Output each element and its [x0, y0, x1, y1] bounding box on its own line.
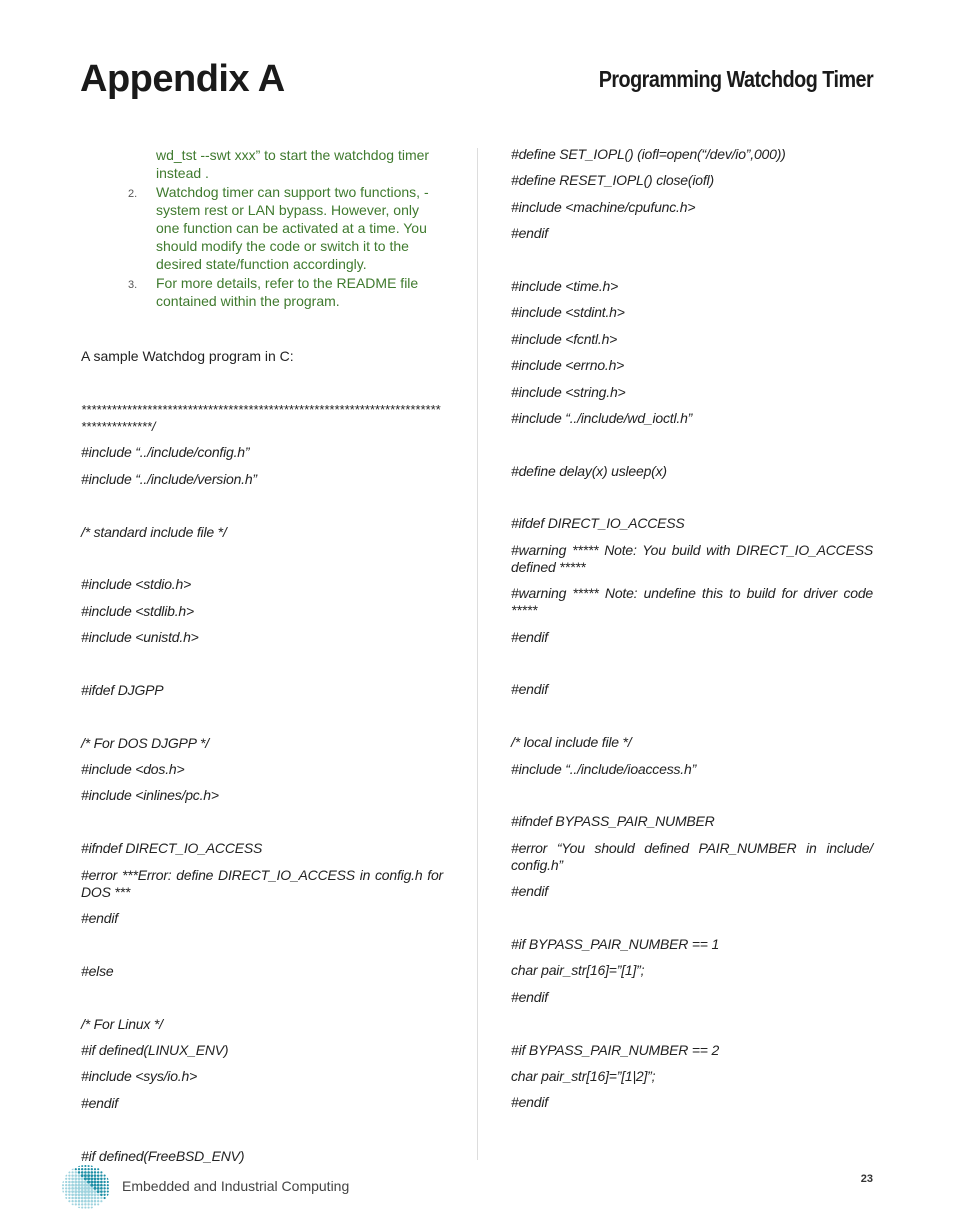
logo-dot [100, 1194, 103, 1197]
logo-dot [68, 1190, 71, 1193]
logo-dot [78, 1171, 81, 1174]
logo-dot [84, 1165, 86, 1167]
code-line: #include <time.h> [511, 277, 619, 294]
logo-dot [72, 1168, 74, 1170]
logo-dot [71, 1197, 74, 1200]
logo-dot [87, 1190, 90, 1193]
code-line: #endif [511, 988, 548, 1005]
logo-dot [87, 1174, 90, 1177]
logo-dot [103, 1181, 105, 1183]
logo-dot [81, 1184, 84, 1187]
logo-dot [87, 1184, 90, 1187]
code-line: #endif [511, 681, 548, 698]
code-line [81, 814, 443, 831]
logo-dot [97, 1181, 100, 1184]
code-line [511, 436, 873, 453]
logo-dot [97, 1187, 100, 1190]
logo-dot [84, 1207, 86, 1209]
logo-dot [87, 1171, 90, 1174]
code-line: #endif [81, 910, 118, 927]
logo-dot [81, 1207, 83, 1209]
logo-dot [78, 1174, 81, 1177]
logo-dot [100, 1190, 103, 1193]
logo-dot [90, 1184, 93, 1187]
logo-dot [97, 1171, 99, 1173]
code-line: #include <dos.h> [81, 761, 185, 778]
note-number: 3. [128, 279, 138, 291]
logo-dot [87, 1193, 90, 1196]
logo-dot [71, 1193, 74, 1196]
logo-dot [94, 1193, 97, 1196]
logo-dot [94, 1181, 97, 1184]
code-line: /* For DOS DJGPP */ [81, 734, 209, 751]
code-line [81, 989, 443, 1006]
code-line: /* For Linux */ [81, 1015, 163, 1032]
code-line: #if BYPASS_PAIR_NUMBER == 1 [511, 935, 720, 952]
code-line: #ifndef DIRECT_IO_ACCESS [81, 840, 263, 857]
code-line: /* standard include file */ [81, 523, 227, 540]
logo-dot [107, 1194, 109, 1196]
logo-dot [81, 1190, 84, 1193]
logo-dot [87, 1168, 89, 1170]
code-line: #define delay(x) usleep(x) [511, 462, 667, 479]
logo-dot [94, 1174, 97, 1177]
logo-dot [81, 1193, 84, 1196]
code-line: #include <unistd.h> [81, 629, 199, 646]
logo-dot [65, 1184, 67, 1186]
logo-dot [74, 1193, 77, 1196]
logo-dot [84, 1184, 87, 1187]
logo-dot [84, 1200, 87, 1203]
code-line: #include <inlines/pc.h> [81, 787, 219, 804]
code-line: #include <sys/io.h> [81, 1068, 198, 1085]
logo-dot [74, 1177, 77, 1180]
logo-dot [90, 1174, 93, 1177]
right-column [511, 146, 873, 1121]
logo-dot [68, 1184, 71, 1187]
logo-dot [104, 1175, 106, 1177]
logo-dot [97, 1177, 100, 1180]
code-line: #include <stdlib.h> [81, 602, 194, 619]
logo-dot [94, 1171, 97, 1174]
logo-dot [104, 1197, 106, 1199]
logo-dot [97, 1190, 100, 1193]
logo-dot [75, 1203, 77, 1205]
logo-dot [78, 1200, 81, 1203]
code-line: char pair_str[16]=”[1]”; [511, 962, 645, 979]
logo-dot [87, 1197, 90, 1200]
note-number: 2. [128, 188, 138, 200]
logo-dot [91, 1203, 93, 1205]
logo-dot [81, 1177, 84, 1180]
note-text: For more details, refer to the README file contained within the program. [156, 275, 419, 309]
logo-dot [90, 1171, 93, 1174]
code-line: #include <stdint.h> [511, 304, 625, 321]
logo-dot [100, 1181, 103, 1184]
logo-dot [84, 1168, 86, 1170]
logo-dot [100, 1187, 103, 1190]
logo-dot [81, 1187, 84, 1190]
logo-dot [78, 1165, 80, 1167]
code-line: #include <machine/cpufunc.h> [511, 198, 696, 215]
logo-dot [97, 1174, 100, 1177]
logo-dot [78, 1207, 80, 1209]
code-line [81, 708, 443, 725]
note-continuation: wd_tst --swt xxx” to start the watchdog timer instead . [156, 147, 430, 181]
logo-dot [90, 1187, 93, 1190]
logo-dot [65, 1187, 67, 1189]
logo-dot [84, 1177, 87, 1180]
logo-dot [90, 1190, 93, 1193]
logo-dot [68, 1178, 70, 1180]
code-line: #ifdef DIRECT_IO_ACCESS [511, 515, 685, 532]
code-line [511, 708, 873, 725]
logo-dot [74, 1174, 77, 1177]
logo-dot [90, 1177, 93, 1180]
logo-dot [62, 1181, 64, 1183]
logo-dot [81, 1203, 83, 1205]
logo-dot [91, 1165, 93, 1167]
logo-dot [68, 1200, 70, 1202]
logo-dot [90, 1193, 93, 1196]
code-line: #endif [81, 1094, 118, 1111]
logo-dot [65, 1178, 67, 1180]
logo-dot [100, 1174, 102, 1176]
code-line: *************************************************************************************/ [81, 402, 441, 434]
code-line [81, 936, 443, 953]
logo-dot [71, 1187, 74, 1190]
logo-dot [68, 1171, 70, 1173]
logo-dot [107, 1178, 109, 1180]
logo-dot [100, 1178, 103, 1181]
logo-dot [87, 1203, 89, 1205]
logo-dot [74, 1184, 77, 1187]
logo-dot [87, 1200, 90, 1203]
logo-dot [71, 1184, 74, 1187]
logo-dot [78, 1168, 80, 1170]
logo-dot [94, 1177, 97, 1180]
logo-dot [75, 1200, 77, 1202]
code-line: #else [81, 962, 114, 979]
logo-dot [84, 1193, 87, 1196]
logo-dot [62, 1184, 64, 1186]
logo-dot [81, 1171, 84, 1174]
logo-dot [90, 1197, 93, 1200]
logo-dot [84, 1190, 87, 1193]
code-line: #include <string.h> [511, 383, 626, 400]
logo-dot [72, 1203, 74, 1205]
code-line [511, 787, 873, 804]
code-line: #warning ***** Note: undefine this to build for driver code ***** [511, 585, 873, 619]
code-line: #endif [511, 883, 548, 900]
logo-dot [68, 1187, 71, 1190]
logo-dot [68, 1181, 71, 1184]
logo-dot [65, 1175, 67, 1177]
logo-dot [81, 1180, 84, 1183]
logo-dot [90, 1200, 93, 1203]
logo-dot [93, 1187, 96, 1190]
logo-dot [94, 1168, 96, 1170]
code-line: #include “../include/ioaccess.h” [511, 760, 697, 777]
note-text: Watchdog timer can support two functions, - system rest or LAN bypass. However, only one function can be activated at a time. You should modify the code or switch it to the desired state/function accordingly. [156, 184, 429, 272]
logo-dot [93, 1184, 96, 1187]
logo-dot [65, 1197, 67, 1199]
logo-dot [87, 1177, 90, 1180]
code-line: #if BYPASS_PAIR_NUMBER == 2 [511, 1041, 720, 1058]
code-line: #include “../include/wd_ioctl.h” [511, 409, 693, 426]
code-line [511, 252, 873, 269]
code-line [81, 550, 443, 567]
page-number: 23 [860, 1173, 873, 1185]
logo-dot [91, 1168, 93, 1170]
logo-dot [97, 1184, 100, 1187]
logo-dot [97, 1197, 100, 1200]
code-line [511, 1015, 873, 1032]
logo-dot [84, 1203, 86, 1205]
globe-logo-icon [61, 1164, 111, 1210]
logo-dot [71, 1177, 74, 1180]
notes-block [81, 146, 443, 310]
right-code-listing [511, 146, 873, 1111]
code-line [81, 1121, 443, 1138]
logo-dot [94, 1200, 97, 1203]
logo-dot [84, 1171, 87, 1174]
logo-dot [71, 1190, 74, 1193]
notes-list [81, 183, 443, 310]
logo-dot [81, 1200, 84, 1203]
note-item [81, 274, 443, 310]
logo-dot [77, 1184, 80, 1187]
logo-dot [71, 1200, 73, 1202]
logo-dot [103, 1190, 105, 1192]
logo-dot [103, 1194, 105, 1196]
logo-dot [94, 1190, 97, 1193]
appendix-title: Appendix A [80, 58, 285, 100]
logo-dot [77, 1187, 80, 1190]
logo-dot [87, 1187, 90, 1190]
logo-dot [107, 1191, 109, 1193]
logo-dot [94, 1203, 96, 1205]
logo-dot [97, 1193, 100, 1196]
logo-dot [78, 1193, 81, 1196]
logo-dot [71, 1171, 73, 1173]
logo-dot [78, 1203, 80, 1205]
logo-dot [90, 1180, 93, 1183]
logo-dot [81, 1174, 84, 1177]
logo-dot [103, 1187, 105, 1189]
code-line [511, 910, 873, 927]
left-column [81, 146, 443, 1174]
logo-dot [62, 1187, 64, 1189]
logo-dot [100, 1171, 102, 1173]
logo-dot [75, 1168, 77, 1170]
logo-dot [103, 1178, 105, 1180]
code-line: char pair_str[16]=”[1|2]”; [511, 1067, 656, 1084]
logo-dot [88, 1207, 90, 1209]
logo-dot [68, 1197, 70, 1199]
code-line: #include <errno.h> [511, 357, 625, 374]
logo-dot [100, 1200, 102, 1202]
logo-dot [77, 1190, 80, 1193]
logo-dot [91, 1207, 93, 1209]
logo-dot [71, 1174, 74, 1177]
logo-dot [97, 1203, 99, 1205]
logo-dot [97, 1168, 99, 1170]
logo-dot [107, 1181, 109, 1183]
logo-dot [107, 1184, 109, 1186]
footer-company: Embedded and Industrial Computing [122, 1178, 350, 1194]
code-line: #include <fcntl.h> [511, 330, 618, 347]
logo-dot [107, 1187, 109, 1189]
logo-dot [87, 1180, 90, 1183]
code-line [511, 489, 873, 506]
logo-dot [88, 1165, 90, 1167]
logo-dot [71, 1181, 74, 1184]
logo-dot [81, 1165, 83, 1167]
column-divider [477, 148, 478, 1160]
logo-dot [74, 1197, 77, 1200]
code-line: #if defined(LINUX_ENV) [81, 1041, 229, 1058]
logo-dot [100, 1184, 103, 1187]
code-line: #include “../include/version.h” [81, 470, 257, 487]
code-line [511, 655, 873, 672]
logo-dot [81, 1168, 83, 1170]
code-line: #define RESET_IOPL() close(iofl) [511, 172, 714, 189]
logo-dot [94, 1197, 97, 1200]
code-line: #if defined(FreeBSD_ENV) [81, 1147, 245, 1164]
code-line: #endif [511, 628, 548, 645]
logo-dot [74, 1190, 77, 1193]
code-line: #define SET_IOPL() (iofl=open(“/dev/io”,000)) [511, 146, 786, 162]
logo-dot [75, 1171, 77, 1173]
logo-dot [81, 1197, 84, 1200]
logo-dot [84, 1197, 87, 1200]
logo-dot [78, 1177, 81, 1180]
code-line: #error ***Error: define DIRECT_IO_ACCESS in config.h for DOS *** [81, 866, 443, 900]
logo-dot [78, 1197, 81, 1200]
logo-dot [74, 1187, 77, 1190]
code-line [81, 656, 443, 673]
code-line: #include “../include/config.h” [81, 444, 250, 461]
logo-dot [84, 1187, 87, 1190]
code-line: #include <stdio.h> [81, 576, 192, 593]
logo-dot [65, 1181, 67, 1183]
code-line: #warning ***** Note: You build with DIRECT_IO_ACCESS defined ***** [511, 541, 873, 575]
logo-dot [77, 1180, 80, 1183]
logo-dot [65, 1190, 67, 1192]
section-title: Programming Watchdog Timer [598, 66, 873, 92]
left-code-listing [81, 401, 443, 1165]
logo-dot [97, 1200, 99, 1202]
logo-dot [65, 1194, 67, 1196]
code-line [81, 497, 443, 514]
logo-dot [84, 1174, 87, 1177]
code-line: #endif [511, 1094, 548, 1111]
sample-intro: A sample Watchdog program in C: [81, 348, 294, 364]
logo-dot [74, 1181, 77, 1184]
code-line: #endif [511, 225, 548, 242]
logo-dot [84, 1180, 87, 1183]
code-line: #ifndef BYPASS_PAIR_NUMBER [511, 813, 715, 830]
logo-dot [68, 1174, 70, 1176]
logo-dot [62, 1191, 64, 1193]
logo-dot [68, 1194, 70, 1196]
code-line: #ifdef DJGPP [81, 681, 164, 698]
logo-dot [100, 1197, 102, 1199]
code-line: #error “You should defined PAIR_NUMBER in include/ config.h” [511, 839, 873, 873]
note-item [81, 183, 443, 273]
code-line: /* local include file */ [511, 734, 632, 751]
logo-dot [103, 1184, 105, 1186]
